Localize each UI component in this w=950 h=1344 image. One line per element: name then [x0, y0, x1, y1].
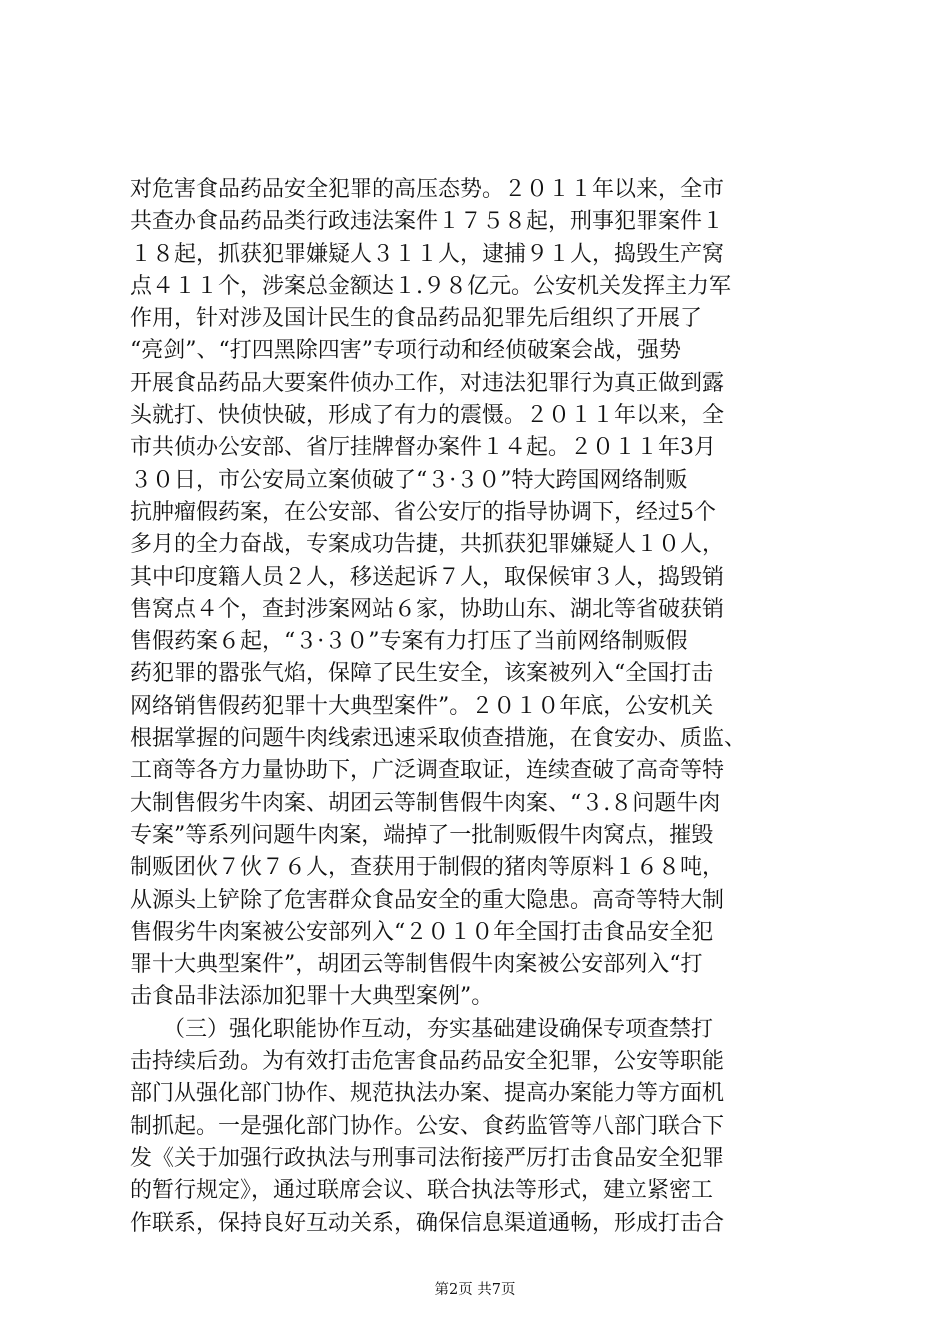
text-line: 部门从强化部门协作、规范执法办案、提高办案能力等方面机 [130, 1081, 725, 1107]
text-line: 网络销售假药犯罪十大典型案件”。２０１０年底，公安机关 [130, 693, 714, 719]
text-line: （三）强化职能协作互动，夯实基础建设确保专项查禁打 [130, 1016, 714, 1042]
document-body [130, 174, 830, 1240]
text-line: 售假劣牛肉案被公安部列入“２０１０年全国打击食品安全犯 [130, 919, 714, 945]
text-line: 抗肿瘤假药案，在公安部、省公安厅的指导协调下，经过5个 [130, 499, 716, 525]
text-line: 其中印度籍人员２人，移送起诉７人，取保候审３人，捣毁销 [130, 564, 725, 590]
text-line: 点４１１个，涉案总金额达１.９８亿元。公安机关发挥主力军 [130, 273, 731, 299]
text-line: 售窝点４个，查封涉案网站６家，协助山东、湖北等省破获销 [130, 596, 725, 622]
text-line: 共查办食品药品类行政违法案件１７５８起，刑事犯罪案件１ [130, 209, 725, 235]
text-line: 专案”等系列问题牛肉案，端掉了一批制贩假牛肉窝点，摧毁 [130, 822, 714, 848]
text-line: 多月的全力奋战，专案成功告捷，共抓获犯罪嫌疑人１０人， [130, 532, 725, 558]
text-line: 击持续后劲。为有效打击危害食品药品安全犯罪，公安等职能 [130, 1049, 725, 1075]
text-line: 从源头上铲除了危害群众食品安全的重大隐患。高奇等特大制 [130, 887, 725, 913]
text-line: 罪十大典型案件”，胡团云等制售假牛肉案被公安部列入“打 [130, 952, 703, 978]
text-line: 工商等各方力量协助下，广泛调查取证，连续查破了高奇等特 [130, 758, 725, 784]
text-line: 开展食品药品大要案件侦办工作，对违法犯罪行为真正做到露 [130, 370, 725, 396]
text-line: 售假药案６起，“３·３０”专案有力打压了当前网络制贩假 [130, 629, 688, 655]
text-line: 发《关于加强行政执法与刑事司法衔接严厉打击食品安全犯罪 [130, 1145, 725, 1171]
text-line: 药犯罪的嚣张气焰，保障了民生安全，该案被列入“全国打击 [130, 661, 714, 687]
text-line: 作用，针对涉及国计民生的食品药品犯罪先后组织了开展了 [130, 306, 703, 332]
text-line: 对危害食品药品安全犯罪的高压态势。２０１１年以来，全市 [130, 177, 725, 202]
text-line: 的暂行规定》，通过联席会议、联合执法等形式，建立紧密工 [130, 1178, 714, 1204]
text-line: 大制售假劣牛肉案、胡团云等制售假牛肉案、“３.８问题牛肉 [130, 790, 721, 816]
text-line: ３０日，市公安局立案侦破了“３·３０”特大跨国网络制贩 [130, 467, 688, 493]
text-line: 根据掌握的问题牛肉线索迅速采取侦查措施，在食安办、质监、 [130, 726, 747, 752]
page-number-footer: 第2页 共7页 [434, 1282, 516, 1298]
text-line: 作联系，保持良好互动关系，确保信息渠道通畅，形成打击合 [130, 1210, 725, 1236]
text-line: 击食品非法添加犯罪十大典型案例”。 [130, 984, 494, 1010]
text-line: 市共侦办公安部、省厅挂牌督办案件１４起。２０１１年3月 [130, 435, 716, 461]
text-line: 头就打、快侦快破，形成了有力的震慑。２０１１年以来，全 [130, 403, 725, 429]
text-line: “亮剑”、“打四黑除四害”专项行动和经侦破案会战，强势 [130, 338, 681, 364]
text-line: 制抓起。一是强化部门协作。公安、食药监管等八部门联合下 [130, 1113, 725, 1139]
text-line: １８起，抓获犯罪嫌疑人３１１人，逮捕９１人，捣毁生产窝 [130, 241, 725, 267]
text-line: 制贩团伙７伙７６人，查获用于制假的猪肉等原料１６８吨， [130, 855, 725, 881]
